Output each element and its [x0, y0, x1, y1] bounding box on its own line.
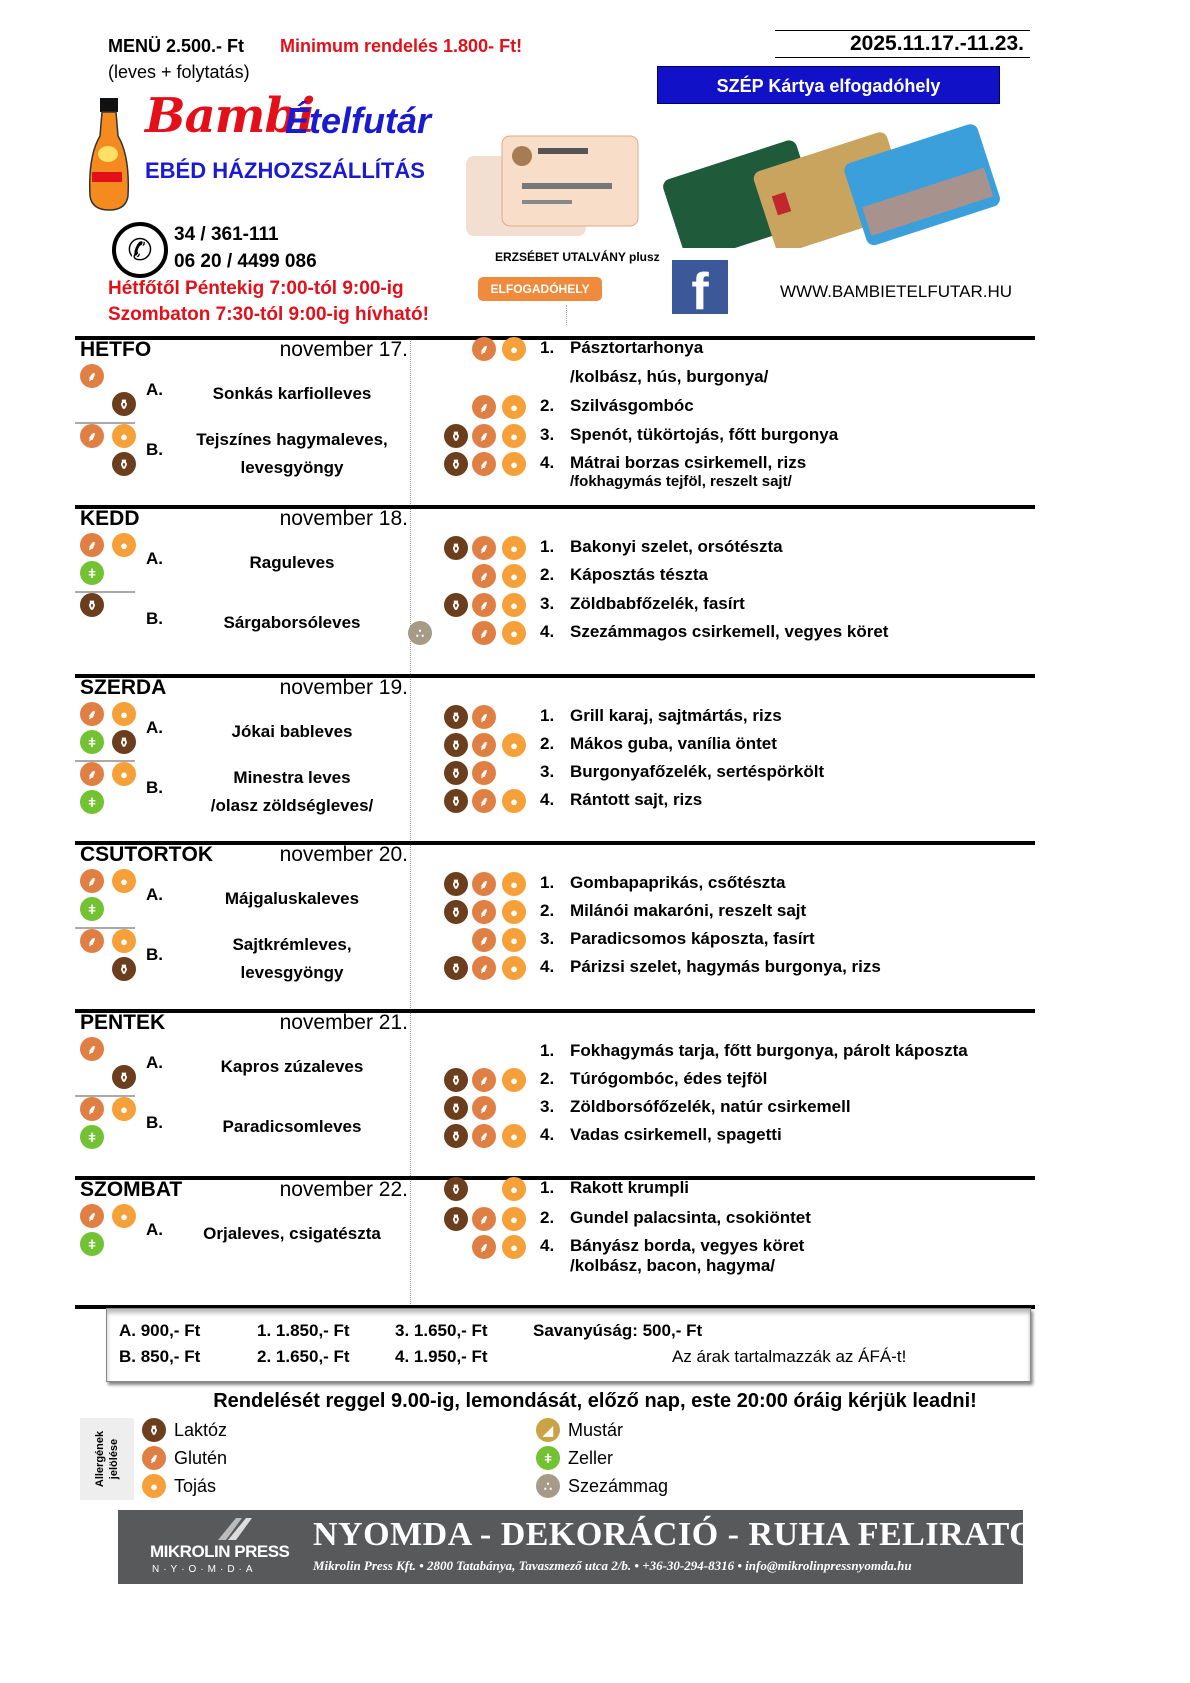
dish-number: 4.	[540, 453, 555, 472]
website-link[interactable]: WWW.BAMBIETELFUTAR.HU	[780, 282, 1013, 301]
lactose-icon: ⚱	[444, 1124, 468, 1148]
egg-icon: ●	[502, 337, 526, 361]
lactose-icon: ⚱	[444, 593, 468, 617]
dish-name: Rakott krumpli	[570, 1178, 690, 1197]
egg-icon: ●	[502, 1207, 526, 1231]
price-soup-b: B. 850,- Ft	[119, 1347, 201, 1366]
gluten-icon: ⸙	[472, 872, 496, 896]
soup-name: Májgaluskaleves	[224, 889, 360, 908]
dish-name: Túrógombóc, édes tejföl	[570, 1069, 768, 1088]
dish-number: 1.	[540, 1178, 555, 1197]
day-separator	[75, 1176, 1035, 1180]
erzsebet-logo: ERZSÉBET UTALVÁNY plusz	[495, 250, 660, 264]
soup-name: Sárgaborsóleves	[223, 613, 361, 632]
gluten-icon: ⸙	[472, 395, 496, 419]
dish-number: 4.	[540, 1125, 555, 1144]
lactose-icon: ⚱	[444, 956, 468, 980]
celery-icon: ǂ	[80, 790, 104, 814]
soup-name: Sonkás karfiolleves	[212, 384, 372, 403]
celery-icon: ǂ	[80, 1232, 104, 1256]
soup-name: Tejszínes hagymaleves,	[196, 430, 388, 449]
egg-icon: ●	[112, 533, 136, 557]
celery-icon: ǂ	[80, 897, 104, 921]
egg-icon: ●	[502, 593, 526, 617]
gluten-icon: ⸙	[472, 705, 496, 729]
dish-number: 3.	[540, 425, 555, 444]
gluten-icon: ⸙	[472, 593, 496, 617]
soup-name: Jókai bableves	[231, 722, 353, 741]
soup-name: Paradicsomleves	[222, 1117, 362, 1136]
egg-icon: ●	[502, 395, 526, 419]
dish-name: Milánói makaróni, reszelt sajt	[570, 901, 807, 920]
day-separator	[75, 1009, 1035, 1013]
gluten-icon: ⸙	[472, 621, 496, 645]
gluten-icon: ⸙	[472, 956, 496, 980]
printer-brand: MIKROLIN PRESS	[150, 1542, 290, 1561]
dish-name: Zöldbabfőzelék, fasírt	[570, 594, 745, 613]
dish-number: 2.	[540, 1208, 555, 1227]
dish-name: Pásztortarhonya	[570, 338, 704, 357]
lactose-icon: ⚱	[444, 705, 468, 729]
dish-number: 2.	[540, 396, 555, 415]
soup-letter: A.	[146, 380, 163, 399]
day-date: november 22.	[279, 1178, 408, 1201]
day-date: november 20.	[279, 843, 408, 866]
egg-icon: ●	[502, 956, 526, 980]
allergen-title-line2: jelölése	[108, 1438, 120, 1480]
gluten-icon: ⸙	[80, 929, 104, 953]
lactose-icon: ⚱	[444, 1068, 468, 1092]
dish-number: 2.	[540, 1069, 555, 1088]
soup-letter: B.	[146, 1113, 163, 1132]
price-dish-1: 1. 1.850,- Ft	[257, 1321, 350, 1340]
soup-name: Orjaleves, csigatészta	[203, 1224, 381, 1243]
lactose-icon: ⚱	[142, 1418, 166, 1442]
lactose-icon: ⚱	[80, 593, 104, 617]
phone-number-2[interactable]: 06 20 / 4499 086	[174, 251, 317, 272]
egg-icon: ●	[502, 1124, 526, 1148]
mustard-icon: ◢	[536, 1418, 560, 1442]
erzsebet-card-image	[462, 128, 642, 248]
lactose-icon: ⚱	[112, 730, 136, 754]
day-separator	[75, 505, 1035, 509]
dish-detail: /kolbász, hús, burgonya/	[570, 367, 769, 386]
day-name: KEDD	[80, 507, 140, 530]
gluten-icon: ⸙	[472, 424, 496, 448]
allergen-egg: Tojás	[174, 1476, 217, 1496]
lactose-icon: ⚱	[444, 1177, 468, 1201]
celery-icon: ǂ	[536, 1446, 560, 1470]
gluten-icon: ⸙	[80, 869, 104, 893]
dish-name: Szilvásgombóc	[570, 396, 694, 415]
day-date: november 21.	[279, 1011, 408, 1034]
gluten-icon: ⸙	[472, 337, 496, 361]
soup-letter: B.	[146, 778, 163, 797]
dish-detail: /fokhagymás tejföl, reszelt sajt/	[570, 473, 792, 490]
egg-icon: ●	[502, 789, 526, 813]
day-date: november 18.	[279, 507, 408, 530]
gluten-icon: ⸙	[472, 1207, 496, 1231]
lactose-icon: ⚱	[444, 789, 468, 813]
printer-brand-sub: N·Y·O·M·D·A	[152, 1564, 257, 1575]
order-deadline-note: Rendelését reggel 9.00-ig, lemondását, előző nap, este 20:00 óráig kérjük leadni!	[213, 1390, 977, 1412]
dish-detail: /kolbász, bacon, hagyma/	[570, 1256, 776, 1275]
menu-price: MENÜ 2.500.- Ft	[108, 36, 245, 56]
egg-icon: ●	[112, 1097, 136, 1121]
dish-name: Bakonyi szelet, orsótészta	[570, 537, 783, 556]
dish-name: Szezámmagos csirkemell, vegyes köret	[570, 622, 889, 641]
soup-letter: B.	[146, 440, 163, 459]
gluten-icon: ⸙	[472, 452, 496, 476]
lactose-icon: ⚱	[444, 900, 468, 924]
egg-icon: ●	[112, 762, 136, 786]
egg-icon: ●	[502, 536, 526, 560]
gluten-icon: ⸙	[80, 424, 104, 448]
celery-icon: ǂ	[80, 1125, 104, 1149]
soup-name: Kapros zúzaleves	[220, 1057, 364, 1076]
gluten-icon: ⸙	[472, 928, 496, 952]
header-divider	[566, 305, 567, 325]
soup-name: levesgyöngy	[240, 963, 344, 982]
soup-separator	[75, 591, 135, 593]
column-divider	[410, 336, 411, 1336]
dish-number: 3.	[540, 1097, 555, 1116]
bottle-logo-icon	[86, 96, 132, 212]
gluten-icon: ⸙	[472, 1124, 496, 1148]
printer-logo-icon	[208, 1516, 258, 1542]
printer-ad-banner	[118, 1510, 1104, 1584]
gluten-icon: ⸙	[80, 364, 104, 388]
allergen-legend-title	[80, 1418, 134, 1500]
gluten-icon: ⸙	[472, 1096, 496, 1120]
egg-icon: ●	[502, 1235, 526, 1259]
dish-name: Bányász borda, vegyes köret	[570, 1236, 805, 1255]
gluten-icon: ⸙	[472, 536, 496, 560]
day-name: PÉNTEK	[80, 1011, 166, 1034]
dish-name: Káposztás tészta	[570, 565, 708, 584]
dish-number: 3.	[540, 762, 555, 781]
egg-icon: ●	[502, 452, 526, 476]
date-range: 2025.11.17.-11.23.	[775, 30, 1030, 58]
gluten-icon: ⸙	[80, 762, 104, 786]
dish-number: 1.	[540, 706, 555, 725]
price-soup-a: A. 900,- Ft	[119, 1321, 201, 1340]
day-date: november 19.	[279, 676, 408, 699]
gluten-icon: ⸙	[80, 702, 104, 726]
gluten-icon: ⸙	[80, 1097, 104, 1121]
gluten-icon: ⸙	[472, 761, 496, 785]
lactose-icon: ⚱	[444, 536, 468, 560]
day-separator	[75, 841, 1035, 845]
sesame-icon: ∴	[408, 621, 432, 645]
dish-name: Gundel palacsinta, csokiöntet	[570, 1208, 811, 1227]
allergen-title-line1: Allergének	[94, 1430, 106, 1488]
celery-icon: ǂ	[80, 561, 104, 585]
lactose-icon: ⚱	[444, 452, 468, 476]
soup-name: /olasz zöldségleves/	[210, 796, 374, 815]
dish-name: Mákos guba, vanília öntet	[570, 734, 777, 753]
allergen-mustard: Mustár	[568, 1420, 624, 1440]
allergen-celery: Zeller	[568, 1448, 614, 1468]
erzsebet-acceptance-badge: ELFOGADÓHELY	[478, 277, 602, 301]
soup-name: Raguleves	[249, 553, 335, 572]
dish-number: 2.	[540, 901, 555, 920]
opening-hours-weekdays: Hétfőtől Péntekig 7:00-tól 9:00-ig	[108, 278, 404, 299]
lactose-icon: ⚱	[112, 392, 136, 416]
soup-letter: A.	[146, 1053, 163, 1072]
egg-icon: ●	[502, 733, 526, 757]
gluten-icon: ⸙	[142, 1446, 166, 1470]
dish-number: 1.	[540, 338, 555, 357]
dish-number: 2.	[540, 565, 555, 584]
soup-name: levesgyöngy	[240, 458, 344, 477]
dish-number: 3.	[540, 594, 555, 613]
szep-card-banner: SZÉP Kártya elfogadóhely	[657, 66, 1000, 104]
soup-name: Minestra leves	[233, 768, 351, 787]
lactose-icon: ⚱	[444, 761, 468, 785]
day-name: CSÜTÖRTÖK	[80, 843, 213, 866]
dish-number: 1.	[540, 1041, 555, 1060]
dish-number: 1.	[540, 873, 555, 892]
egg-icon: ●	[112, 929, 136, 953]
egg-icon: ●	[112, 424, 136, 448]
allergen-sesame: Szezámmag	[568, 1476, 669, 1496]
vat-note: Az árak tartalmazzák az ÁFÁ-t!	[672, 1347, 907, 1366]
phone-icon: ✆	[112, 222, 168, 278]
egg-icon: ●	[502, 621, 526, 645]
dish-name: Vadas csirkemell, spagetti	[570, 1125, 782, 1144]
dish-number: 1.	[540, 537, 555, 556]
szep-cards-image	[660, 118, 1000, 248]
brand-name: Bambi	[145, 88, 315, 144]
dish-name: Mátrai borzas csirkemell, rizs	[570, 453, 807, 472]
day-name: SZOMBAT	[80, 1178, 183, 1201]
lactose-icon: ⚱	[112, 1065, 136, 1089]
dish-number: 4.	[540, 790, 555, 809]
egg-icon: ●	[112, 869, 136, 893]
soup-letter: A.	[146, 718, 163, 737]
brand-tagline: EBÉD HÁZHOZSZÁLLÍTÁS	[145, 158, 425, 183]
price-list	[106, 1308, 1031, 1382]
egg-icon: ●	[112, 702, 136, 726]
day-name: HÉTFŐ	[80, 338, 152, 361]
gluten-icon: ⸙	[472, 789, 496, 813]
egg-icon: ●	[142, 1474, 166, 1498]
lactose-icon: ⚱	[444, 733, 468, 757]
day-separator	[75, 674, 1035, 678]
facebook-icon[interactable]: f	[672, 260, 728, 314]
gluten-icon: ⸙	[472, 1235, 496, 1259]
gluten-icon: ⸙	[80, 1204, 104, 1228]
brand-subtitle: Ételfutár	[285, 100, 432, 141]
dish-number: 4.	[540, 957, 555, 976]
sesame-icon: ∴	[536, 1474, 560, 1498]
celery-icon: ǂ	[80, 730, 104, 754]
egg-icon: ●	[502, 424, 526, 448]
egg-icon: ●	[502, 928, 526, 952]
gluten-icon: ⸙	[472, 1068, 496, 1092]
dish-name: Gombapaprikás, csőtészta	[570, 873, 786, 892]
dish-number: 4.	[540, 622, 555, 641]
dish-name: Grill karaj, sajtmártás, rizs	[570, 706, 782, 725]
printer-contact: Mikrolin Press Kft. • 2800 Tatabánya, Tavaszmező utca 2/b. • +36-30-294-8316 • info@mikrolinpressnyomda.hu	[313, 1558, 912, 1573]
price-dish-3: 3. 1.650,- Ft	[395, 1321, 488, 1340]
lactose-icon: ⚱	[444, 872, 468, 896]
price-dish-4: 4. 1.950,- Ft	[395, 1347, 488, 1366]
gluten-icon: ⸙	[80, 533, 104, 557]
lactose-icon: ⚱	[112, 957, 136, 981]
dish-number: 4.	[540, 1236, 555, 1255]
dish-name: Fokhagymás tarja, főtt burgonya, párolt káposzta	[570, 1041, 968, 1060]
dish-name: Rántott sajt, rizs	[570, 790, 703, 809]
soup-letter: B.	[146, 945, 163, 964]
dish-name: Spenót, tükörtojás, főtt burgonya	[570, 425, 839, 444]
price-pickles: Savanyúság: 500,- Ft	[533, 1321, 703, 1340]
egg-icon: ●	[502, 1068, 526, 1092]
dish-name: Burgonyafőzelék, sertéspörkölt	[570, 762, 825, 781]
dish-name: Zöldborsófőzelék, natúr csirkemell	[570, 1097, 851, 1116]
day-date: november 17.	[279, 338, 408, 361]
soup-letter: B.	[146, 609, 163, 628]
gluten-icon: ⸙	[472, 733, 496, 757]
day-name: SZERDA	[80, 676, 167, 699]
day-separator	[75, 336, 1035, 340]
soup-letter: A.	[146, 885, 163, 904]
egg-icon: ●	[502, 1177, 526, 1201]
allergen-lactose: Laktóz	[174, 1420, 228, 1440]
soup-letter: A.	[146, 549, 163, 568]
egg-icon: ●	[502, 564, 526, 588]
gluten-icon: ⸙	[472, 900, 496, 924]
minimum-order: Minimum rendelés 1.800- Ft!	[280, 36, 523, 56]
phone-number-1[interactable]: 34 / 361-111	[174, 224, 279, 245]
dish-name: Párizsi szelet, hagymás burgonya, rizs	[570, 957, 881, 976]
price-dish-2: 2. 1.650,- Ft	[257, 1347, 350, 1366]
lactose-icon: ⚱	[112, 452, 136, 476]
dish-number: 2.	[540, 734, 555, 753]
printer-services: NYOMDA - DEKORÁCIÓ - RUHA FELIRATOZÁS	[313, 1516, 1104, 1553]
egg-icon: ●	[112, 1204, 136, 1228]
menu-note: (leves + folytatás)	[108, 62, 250, 82]
allergen-gluten: Glutén	[174, 1448, 228, 1468]
egg-icon: ●	[502, 900, 526, 924]
opening-hours-saturday: Szombaton 7:30-tól 9:00-ig hívható!	[108, 304, 429, 325]
egg-icon: ●	[502, 872, 526, 896]
gluten-icon: ⸙	[472, 564, 496, 588]
lactose-icon: ⚱	[444, 1207, 468, 1231]
dish-number: 3.	[540, 929, 555, 948]
lactose-icon: ⚱	[444, 424, 468, 448]
gluten-icon: ⸙	[80, 1037, 104, 1061]
dish-name: Paradicsomos káposzta, fasírt	[570, 929, 815, 948]
soup-name: Sajtkrémleves,	[232, 935, 352, 954]
lactose-icon: ⚱	[444, 1096, 468, 1120]
soup-letter: A.	[146, 1220, 163, 1239]
